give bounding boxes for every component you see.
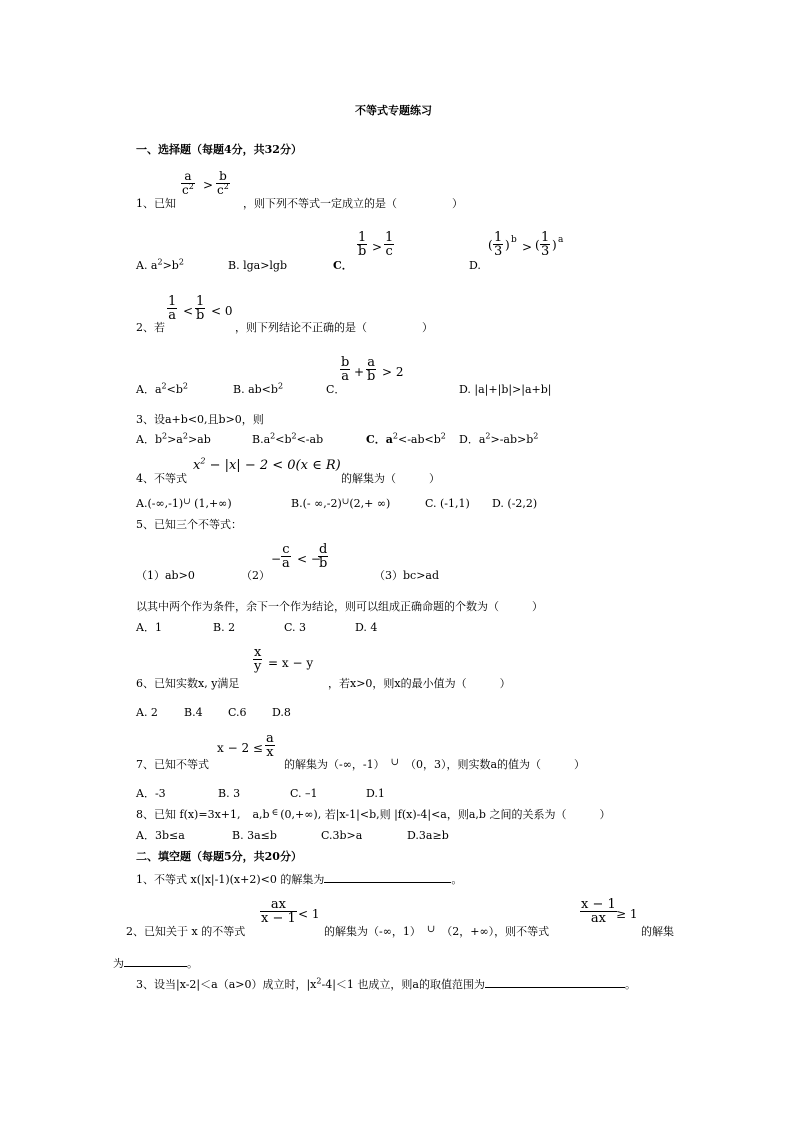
q1-option-d-op: > [522, 240, 533, 254]
q2-option-c-label: C． [326, 383, 346, 396]
answer-blank[interactable] [485, 976, 625, 988]
q1-stem-a: 1、已知 [136, 197, 176, 210]
q1-option-d-paren2-close: ) [552, 238, 557, 252]
q5-stem: 5、已知三个不等式： [136, 518, 242, 531]
q8-option-c: C.3b>a [321, 829, 363, 842]
q8-option-d: D.3a≥b [407, 829, 449, 842]
answer-blank[interactable] [124, 955, 187, 967]
q4-math: $x^2 - |x| - 2 < 0(x$ ∈ R) [193, 456, 341, 473]
q1-option-a: A. $a^2>b^2$ [136, 257, 184, 272]
q1-fraction-b: $\frac{b}{c^2}$ [217, 169, 229, 197]
q1-fraction-a: $\frac{a}{c^2}$ [182, 169, 194, 197]
s2-q2-line2: 为 。 [113, 957, 198, 970]
q7-stem-b: 的解集为（-∞，-1） ∪ （0，3），则实数a的值为（ ） [284, 757, 586, 771]
q7-option-b: B. 3 [218, 787, 241, 800]
q1-option-c-label: C． [333, 259, 353, 272]
q2-option-c-op: + [354, 365, 365, 379]
q4-option-d: D. (-2,2) [492, 497, 538, 510]
q1-option-c-frac1: $\frac{1}{b}$ [358, 230, 367, 259]
q2-stem-a: 2、若 [136, 321, 165, 334]
q6-stem-a: 6、已知实数x, y满足 [136, 677, 240, 690]
q6-option-d: D.8 [272, 706, 291, 719]
q5-condition-1: （1）ab>0 [136, 569, 195, 582]
q5-condition-2: （2） [241, 569, 270, 582]
q3-option-a: A．$b^2>a^2>ab$ [136, 431, 211, 446]
s2-q2-frac1-tail: < 1 [298, 907, 320, 921]
q7-option-c: C. –1 [290, 787, 318, 800]
q7-stem-a: 7、已知不等式 [136, 758, 209, 771]
q5-option-c: C. 3 [284, 621, 307, 634]
q1-option-d-frac1: $\frac{1}{3}$ [494, 230, 503, 259]
q3-option-b: $B.a^2<b^2<-ab$ [252, 431, 324, 446]
q4-option-a: A.(-∞,-1)∪ (1,+∞) [136, 497, 232, 510]
q1-option-d-exp1: b [511, 235, 517, 245]
q2-option-c-frac1: $\frac{b}{a}$ [341, 355, 350, 384]
s2-q3: 3、设当|x-2|＜a（a>0）成立时，$|x^2-4|<1$ 也成立，则a的取值范围为 。 [136, 976, 636, 991]
q6-tail: = x − y [268, 656, 314, 670]
s2-q1: 1、不等式 x(|x|-1)(x+2)<0 的解集为 。 [136, 873, 463, 886]
q5-condition-2-pre: − [271, 552, 282, 566]
s2-q2-frac2: $\frac{x - 1}{ax}$ [581, 897, 616, 926]
q1-option-d-exp2: a [558, 235, 564, 245]
q6-stem-b: ，若x>0，则x的最小值为（ ） [328, 677, 511, 690]
q5-line2: 以其中两个作为条件，余下一个作为结论，则可以组成正确命题的个数为（ ） [136, 600, 543, 613]
q5-condition-2-frac1: $\frac{c}{a}$ [282, 542, 290, 571]
s2-q2-frac2-tail: ≥ 1 [616, 907, 638, 921]
q1-option-d-frac2: $\frac{1}{3}$ [541, 230, 550, 259]
q1-option-b: B. lga>lgb [228, 259, 288, 272]
answer-blank[interactable] [324, 871, 451, 883]
q2-option-c-frac2: $\frac{a}{b}$ [367, 355, 376, 384]
q7-option-d: D.1 [366, 787, 385, 800]
q1-stem-b: ，则下列不等式一定成立的是（ ） [243, 197, 463, 210]
q2-op1: < [183, 304, 194, 318]
q1-option-d-paren1-close: ) [505, 238, 510, 252]
q4-stem-b: 的解集为（ ） [341, 472, 440, 485]
q5-option-d: D. 4 [355, 621, 378, 634]
q4-option-b: B.(- ∞,-2)∪(2,+ ∞) [291, 497, 391, 510]
q5-condition-3: （3）bc>ad [374, 569, 440, 582]
q2-tail: < 0 [211, 304, 233, 318]
q7-option-a: A．-3 [136, 787, 166, 800]
q2-frac2: $\frac{1}{b}$ [196, 294, 205, 323]
s2-q2-stem-d: 的解集 [641, 925, 674, 938]
q2-stem-b: ，则下列结论不正确的是（ ） [235, 321, 433, 334]
q2-frac1: $\frac{1}{a}$ [168, 294, 177, 323]
page-title: 不等式专题练习 [355, 104, 432, 117]
q3-option-d: D．$a^2>-ab>b^2$ [459, 431, 539, 446]
q1-option-d-label: D. [469, 259, 481, 272]
q2-option-c-tail: > 2 [382, 365, 404, 379]
q5-option-a: A．1 [136, 621, 162, 634]
q7-frac: $\frac{a}{x}$ [266, 731, 274, 760]
q4-stem-a: 4、不等式 [136, 472, 187, 485]
q8-option-a: A．3b≤a [136, 829, 185, 842]
q2-option-b: B. $ab<b^2$ [233, 381, 284, 396]
union-symbol: ∪ [390, 757, 399, 768]
element-of-symbol: ∈ [271, 808, 279, 818]
s2-q2-frac1: $\frac{ax}{x - 1}$ [261, 897, 296, 926]
q5-condition-2-op: < − [297, 552, 321, 566]
q4-option-c: C. (-1,1) [425, 497, 470, 510]
union-symbol: ∪ [426, 924, 436, 935]
q7-pre: x − 2 ≤ [217, 741, 263, 755]
q3-option-c: C．$a^2<-ab<b^2$ [366, 431, 446, 446]
q6-option-b: B.4 [184, 706, 203, 719]
section-heading-fill: 二、填空题（每题5分，共20分） [136, 850, 302, 863]
q5-option-b: B. 2 [213, 621, 236, 634]
q6-frac: $\frac{x}{y}$ [254, 645, 262, 674]
q3-stem: 3、设a+b<0,且b>0，则 [136, 413, 264, 426]
q2-option-a: A．$a^2<b^2$ [136, 381, 188, 396]
q6-option-c: C.6 [228, 706, 247, 719]
section-heading-choice: 一、选择题（每题4分，共32分） [136, 143, 302, 156]
q1-math-op: > [203, 178, 214, 192]
q1-option-c-frac2: $\frac{1}{c}$ [385, 230, 394, 259]
q8-option-b: B. 3a≤b [232, 829, 277, 842]
q5-condition-2-frac2: $\frac{d}{b}$ [319, 542, 328, 571]
union-symbol: ∪ [341, 497, 350, 507]
union-symbol: ∪ [183, 497, 191, 507]
q1-option-d-paren2: ( [535, 238, 540, 252]
s2-q2-stem-a: 2、已知关于 x 的不等式 [126, 925, 246, 938]
s2-q2-stem-b: 的解集为（-∞，1） ∪ （2，+∞），则不等式 [324, 924, 550, 938]
q1-option-c-op: > [372, 240, 383, 254]
q8-stem: 8、已知 f(x)=3x+1, a,b ∈ (0,+∞), 若|x-1|<b,则 |f(x)-4|<a，则a,b 之间的关系为（ ） [136, 808, 611, 821]
q2-option-d: D. |a|+|b|>|a+b| [459, 383, 552, 396]
q1-option-d-paren1: ( [488, 238, 493, 252]
q6-option-a: A. 2 [136, 706, 158, 719]
